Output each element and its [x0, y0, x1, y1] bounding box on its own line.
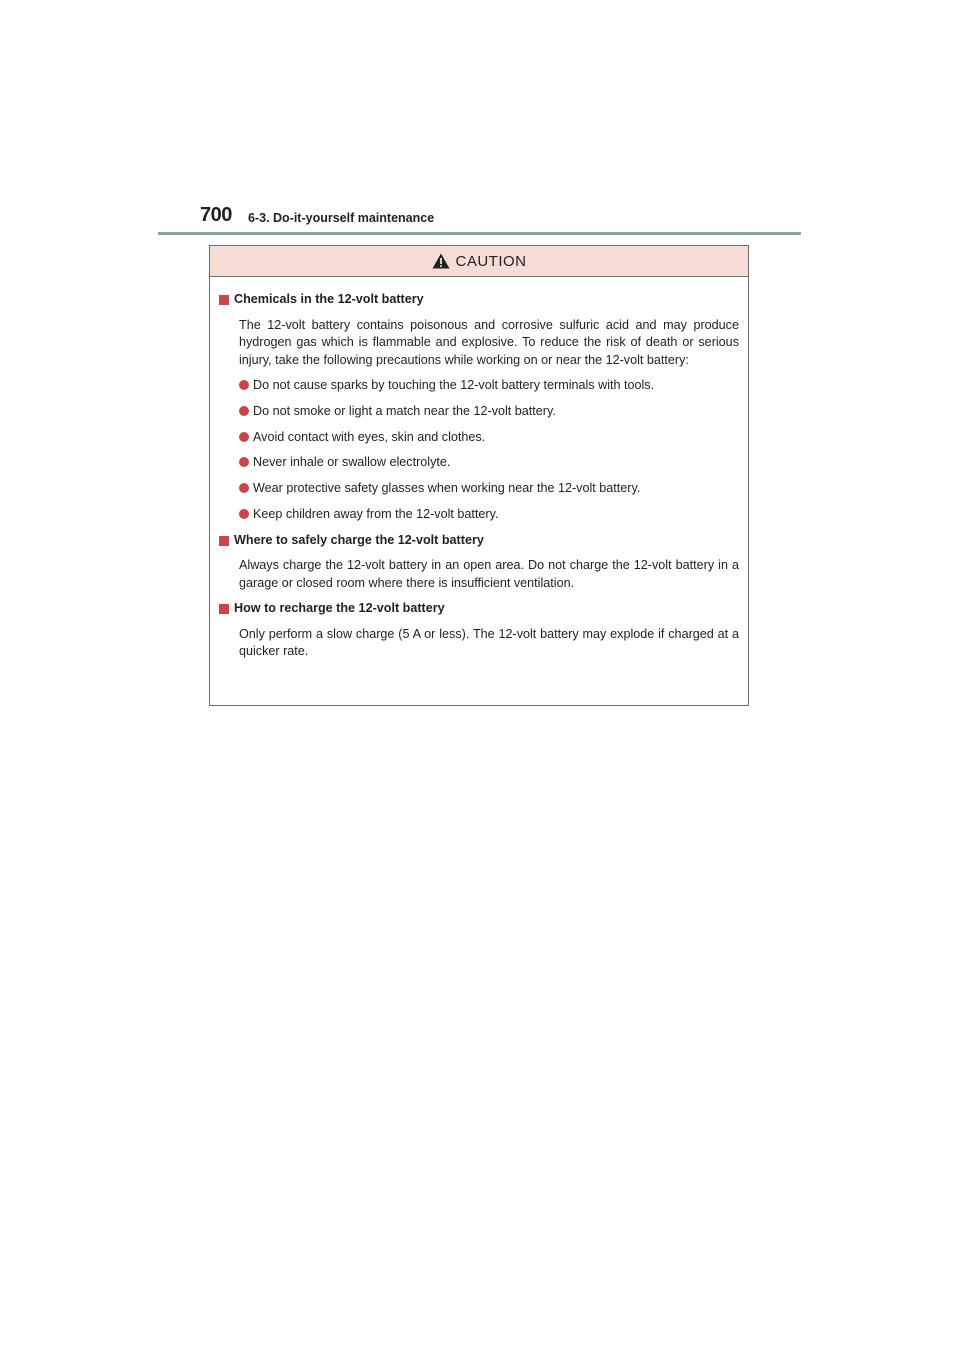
section-heading: Chemicals in the 12-volt battery [219, 291, 739, 309]
warning-triangle-icon [432, 253, 450, 269]
caution-title: CAUTION [455, 252, 527, 270]
section-text: The 12-volt battery contains poisonous and corrosive sulfuric acid and may produce hydrogen gas which is flammable and explosive. To reduce the risk of death or serious injury, take the following precautions while working on or near the 12-volt battery: [239, 317, 739, 367]
circle-bullet-icon [239, 457, 249, 467]
section-heading: Where to safely charge the 12-volt battery [219, 532, 739, 550]
caution-header [210, 246, 748, 277]
square-bullet-icon [219, 536, 229, 546]
section-title: 6-3. Do-it-yourself maintenance [248, 211, 435, 225]
list-item: Never inhale or swallow electrolyte. [239, 454, 739, 472]
list-item: Do not smoke or light a match near the 12-volt battery. [239, 403, 739, 421]
caution-body [210, 277, 748, 661]
circle-bullet-icon [239, 406, 249, 416]
square-bullet-icon [219, 604, 229, 614]
caution-box [209, 245, 749, 706]
section-text: Only perform a slow charge (5 A or less). The 12-volt battery may explode if charged at a quicker rate. [239, 626, 739, 659]
circle-bullet-icon [239, 509, 249, 519]
circle-bullet-icon [239, 483, 249, 493]
list-item: Wear protective safety glasses when working near the 12-volt battery. [239, 480, 739, 498]
square-bullet-icon [219, 295, 229, 305]
list-item: Avoid contact with eyes, skin and clothes. [239, 429, 739, 447]
list-item: Do not cause sparks by touching the 12-volt battery terminals with tools. [239, 377, 739, 395]
section-text: Always charge the 12-volt battery in an open area. Do not charge the 12-volt battery in a garage or closed room where there is insufficient ventilation. [239, 558, 739, 590]
header-rule [158, 232, 801, 235]
page-number: 700 [200, 204, 232, 226]
list-item: Keep children away from the 12-volt battery. [239, 506, 739, 524]
circle-bullet-icon [239, 380, 249, 390]
section-heading: How to recharge the 12-volt battery [219, 600, 739, 618]
circle-bullet-icon [239, 432, 249, 442]
